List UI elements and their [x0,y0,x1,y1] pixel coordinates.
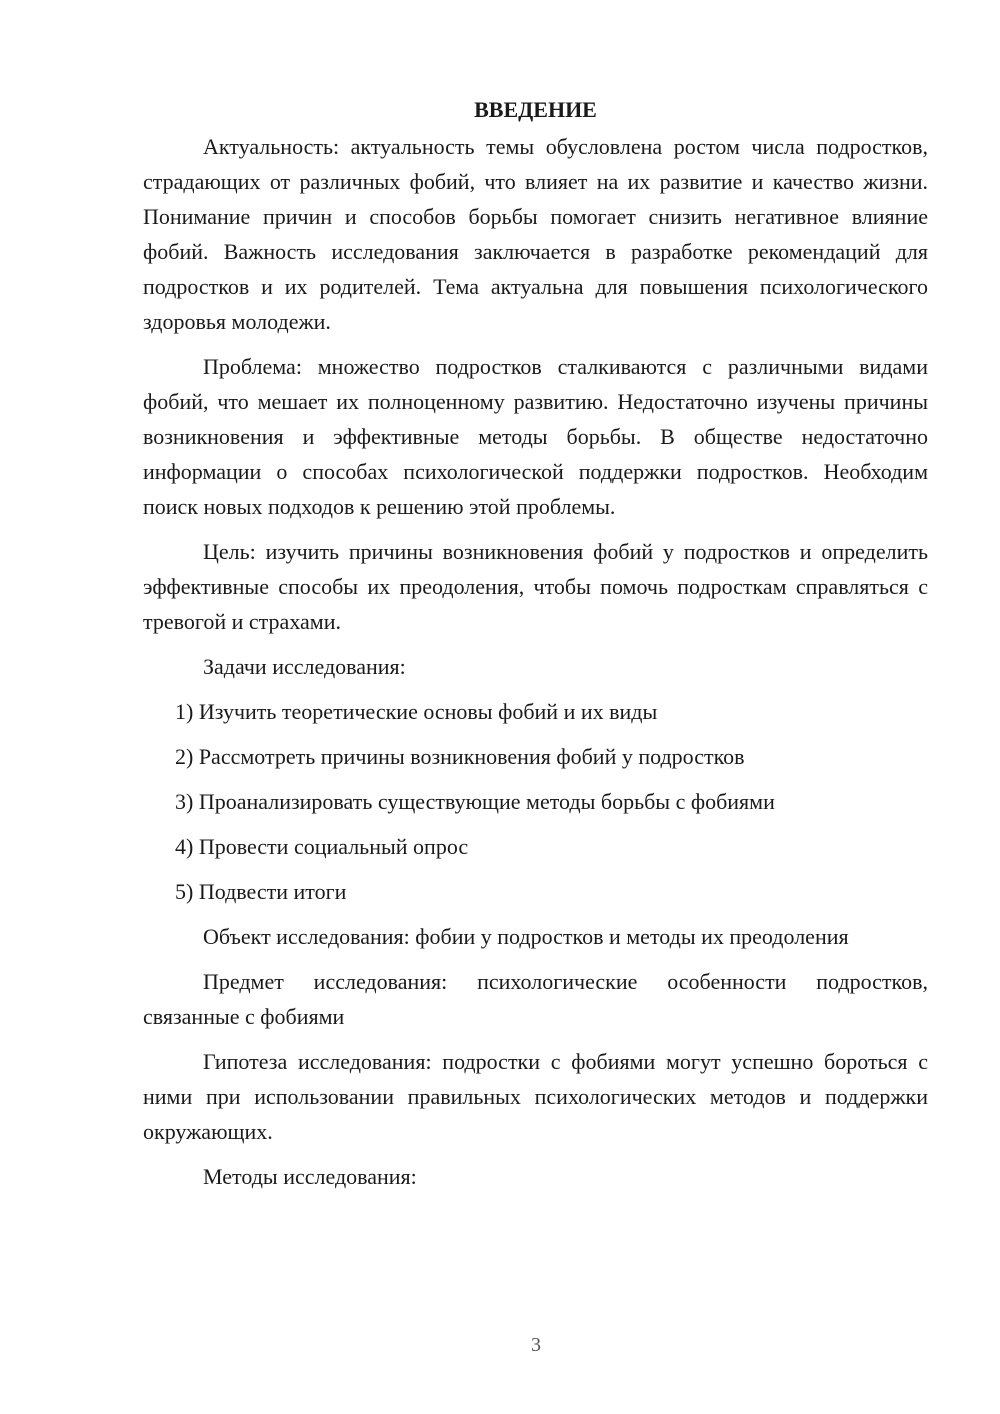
methods-label: Методы исследования: [203,1164,417,1189]
hypothesis-paragraph: Гипотеза исследования: подростки с фобиями могут успешно бороться с ними при использовании правильных психологических методов и поддержки окружающих. [143,1049,928,1144]
tasks-list [143,694,928,909]
relevance-paragraph: Актуальность: актуальность темы обусловлена ростом числа подростков, страдающих от различных фобий, что влияет на их развитие и качество жизни. Понимание причин и способов борьбы помогает снизить негативное влияние фобий. Важность исследования заключается в разработке рекомендаций для подростков и их родителей. Тема актуальна для повышения психологического здоровья молодежи. [143,134,928,334]
list-item: 5) Подвести итоги [175,879,347,904]
list-item: 2) Рассмотреть причины возникновения фобий у подростков [175,744,745,769]
problem-paragraph: Проблема: множество подростков сталкиваются с различными видами фобий, что мешает их полноценному развитию. Недостаточно изучены причины возникновения и эффективные методы борьбы. В обществе недостаточно информации о способах психологической поддержки подростков. Необходим поиск новых подходов к решению этой проблемы. [143,354,928,519]
object-paragraph: Объект исследования: фобии у подростков и методы их преодоления [203,924,849,949]
section-title: ВВЕДЕНИЕ [474,97,597,122]
subject-paragraph: Предмет исследования: психологические особенности подростков, связанные с фобиями [143,969,928,1029]
list-item: 1) Изучить теоретические основы фобий и их виды [175,699,658,724]
list-item: 4) Провести социальный опрос [175,834,469,859]
goal-paragraph: Цель: изучить причины возникновения фобий у подростков и определить эффективные способы их преодоления, чтобы помочь подросткам справляться с тревогой и страхами. [143,539,928,634]
tasks-label: Задачи исследования: [203,654,406,679]
list-item: 3) Проанализировать существующие методы борьбы с фобиями [175,789,775,814]
page-number: 3 [531,1334,541,1356]
document-page [143,92,928,1204]
